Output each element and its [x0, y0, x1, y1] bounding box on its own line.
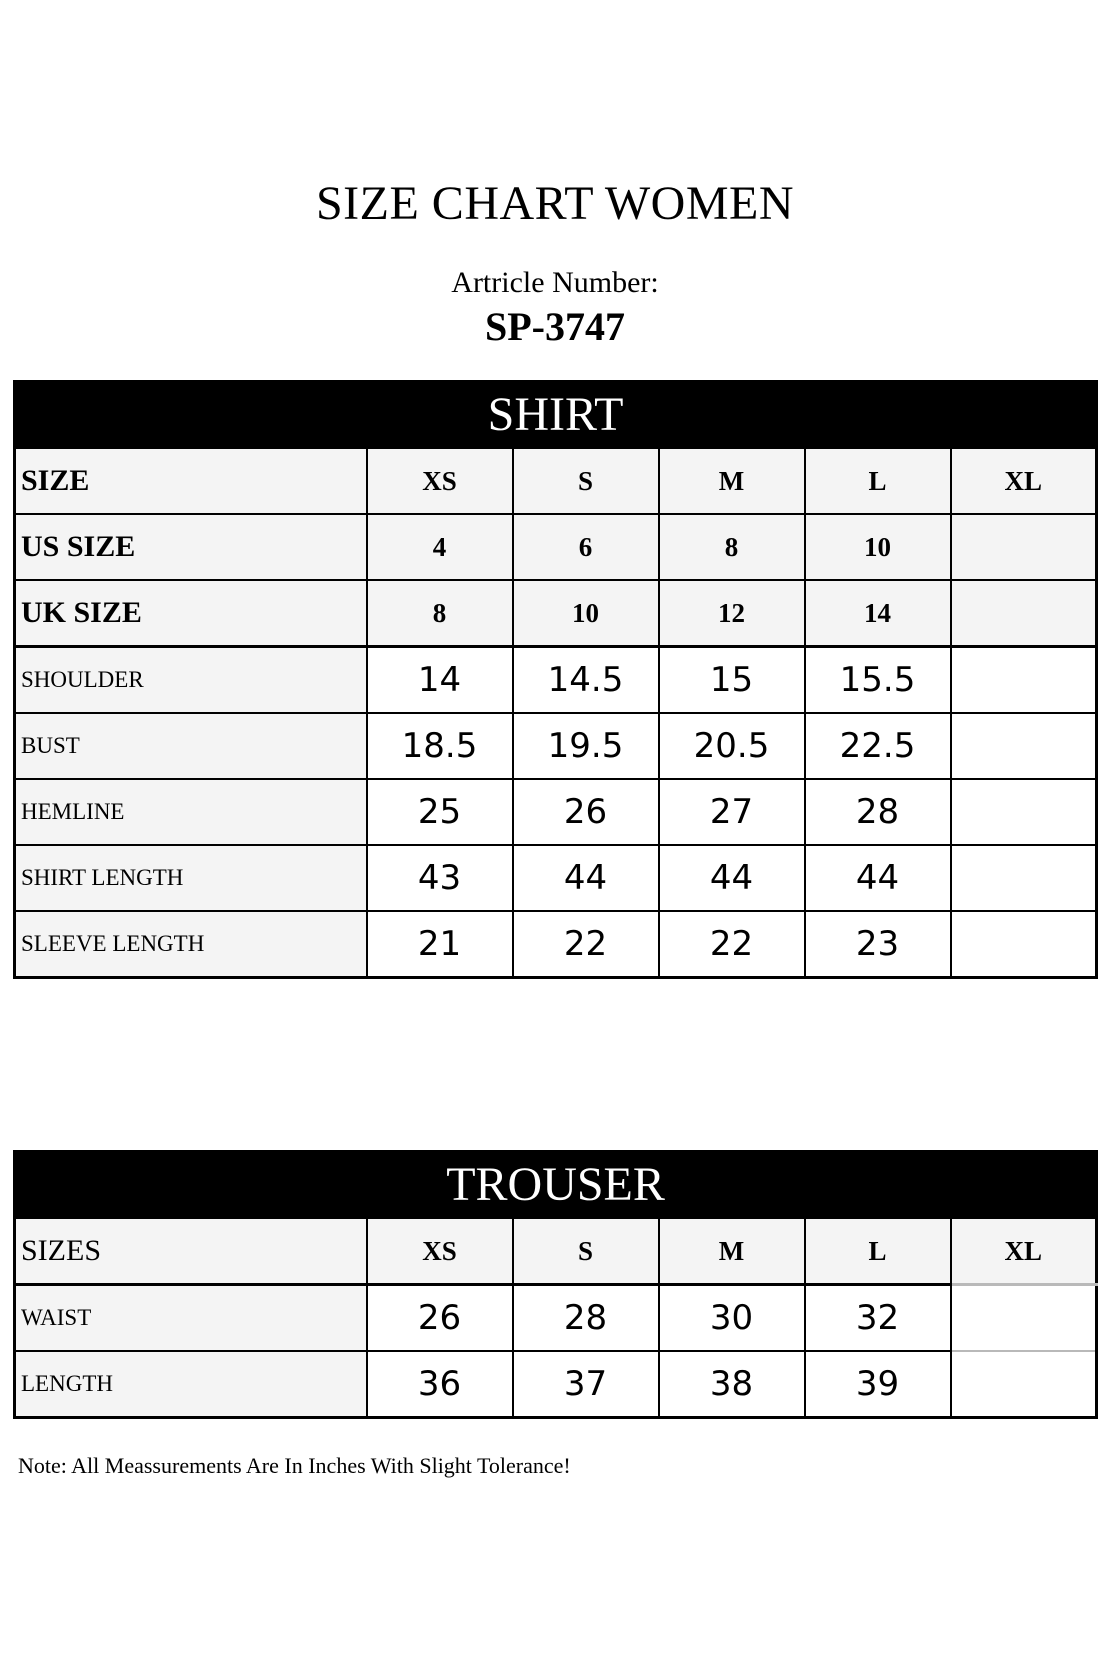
us-size-cell	[951, 514, 1097, 580]
measurement-value: 28	[513, 1285, 659, 1352]
measurement-label: WAIST	[15, 1285, 367, 1352]
size-cell: S	[513, 1218, 659, 1285]
row-label: SIZES	[15, 1218, 367, 1285]
shirt-size-row	[15, 448, 1097, 514]
measurement-value: 44	[659, 845, 805, 911]
size-cell: M	[659, 1218, 805, 1285]
row-label: SIZE	[15, 448, 367, 514]
measurement-value: 22.5	[805, 713, 951, 779]
table-row	[15, 1351, 1097, 1418]
uk-size-cell: 14	[805, 580, 951, 647]
measurement-value: 32	[805, 1285, 951, 1352]
measurement-value: 18.5	[367, 713, 513, 779]
measurement-value: 21	[367, 911, 513, 978]
page-title: SIZE CHART WOMEN	[315, 177, 794, 230]
trouser-size-row	[15, 1218, 1097, 1285]
us-size-cell: 6	[513, 514, 659, 580]
measurement-value	[951, 1285, 1097, 1352]
measurement-value: 14	[367, 647, 513, 714]
table-row	[15, 779, 1097, 845]
measurement-value: 26	[513, 779, 659, 845]
measurement-note: Note: All Meassurements Are In Inches With Slight Tolerance!	[18, 1453, 571, 1478]
measurement-value: 43	[367, 845, 513, 911]
shirt-size-table	[13, 380, 1098, 979]
measurement-value: 30	[659, 1285, 805, 1352]
article-number-label: Artricle Number:	[451, 266, 659, 299]
us-size-cell: 4	[367, 514, 513, 580]
article-number-value: SP-3747	[485, 304, 625, 349]
measurement-label: SLEEVE LENGTH	[15, 911, 367, 978]
uk-size-row	[15, 580, 1097, 647]
table-row	[15, 845, 1097, 911]
trouser-heading-row	[15, 1152, 1097, 1219]
measurement-value: 15.5	[805, 647, 951, 714]
size-cell: XL	[951, 448, 1097, 514]
trouser-size-table	[13, 1150, 1098, 1419]
uk-size-cell: 8	[367, 580, 513, 647]
measurement-value: 27	[659, 779, 805, 845]
measurement-value: 36	[367, 1351, 513, 1418]
size-cell: L	[805, 1218, 951, 1285]
measurement-value	[951, 647, 1097, 714]
measurement-value: 26	[367, 1285, 513, 1352]
measurement-value: 44	[805, 845, 951, 911]
row-label: US SIZE	[15, 514, 367, 580]
uk-size-cell	[951, 580, 1097, 647]
size-cell: XS	[367, 448, 513, 514]
measurement-value: 20.5	[659, 713, 805, 779]
measurement-value	[951, 845, 1097, 911]
measurement-value: 22	[659, 911, 805, 978]
measurement-label: SHOULDER	[15, 647, 367, 714]
size-cell: XS	[367, 1218, 513, 1285]
measurement-value: 15	[659, 647, 805, 714]
uk-size-cell: 12	[659, 580, 805, 647]
us-size-cell: 10	[805, 514, 951, 580]
measurement-value: 44	[513, 845, 659, 911]
measurement-label: LENGTH	[15, 1351, 367, 1418]
table-row	[15, 713, 1097, 779]
measurement-value	[951, 713, 1097, 779]
measurement-value: 22	[513, 911, 659, 978]
measurement-value: 23	[805, 911, 951, 978]
trouser-heading: TROUSER	[15, 1152, 1097, 1219]
table-row	[15, 647, 1097, 714]
measurement-value	[951, 779, 1097, 845]
shirt-heading: SHIRT	[15, 382, 1097, 449]
measurement-value: 37	[513, 1351, 659, 1418]
us-size-row	[15, 514, 1097, 580]
measurement-label: SHIRT LENGTH	[15, 845, 367, 911]
size-cell: L	[805, 448, 951, 514]
uk-size-cell: 10	[513, 580, 659, 647]
size-cell: M	[659, 448, 805, 514]
size-cell: S	[513, 448, 659, 514]
measurement-value: 19.5	[513, 713, 659, 779]
measurement-value: 14.5	[513, 647, 659, 714]
size-cell: XL	[951, 1218, 1097, 1285]
shirt-heading-row	[15, 382, 1097, 449]
measurement-value	[951, 1351, 1097, 1418]
table-row	[15, 911, 1097, 978]
measurement-value: 38	[659, 1351, 805, 1418]
measurement-value: 25	[367, 779, 513, 845]
measurement-label: HEMLINE	[15, 779, 367, 845]
measurement-label: BUST	[15, 713, 367, 779]
measurement-value: 39	[805, 1351, 951, 1418]
measurement-value: 28	[805, 779, 951, 845]
row-label: UK SIZE	[15, 580, 367, 647]
measurement-value	[951, 911, 1097, 978]
us-size-cell: 8	[659, 514, 805, 580]
table-row	[15, 1285, 1097, 1352]
